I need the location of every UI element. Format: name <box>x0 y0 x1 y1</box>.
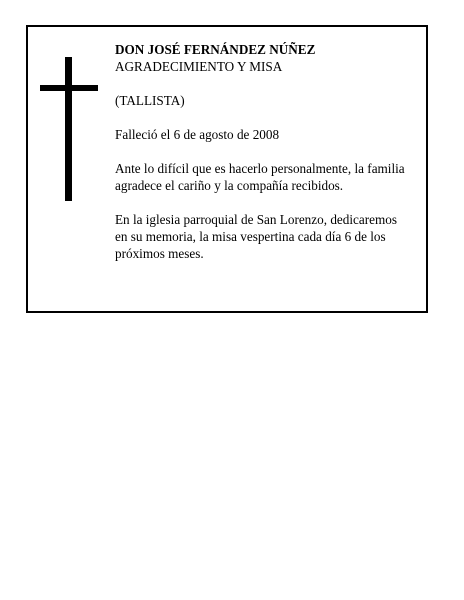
death-date: Falleció el 6 de agosto de 2008 <box>115 127 280 142</box>
mass-text-line: en su memoria, la misa vespertina cada día 6 de los <box>115 229 386 244</box>
cross-vertical-bar <box>65 57 72 201</box>
thanks-text-line: agradece el cariño y la compañía recibidos. <box>115 178 344 193</box>
notice-heading: AGRADECIMIENTO Y MISA <box>115 59 283 74</box>
obituary-notice <box>26 25 428 313</box>
cross-horizontal-bar <box>40 85 98 91</box>
mass-text-line: En la iglesia parroquial de San Lorenzo, dedicaremos <box>115 212 397 227</box>
deceased-name: DON JOSÉ FERNÁNDEZ NÚÑEZ <box>115 42 316 57</box>
cross-icon <box>40 57 98 201</box>
thanks-text-line: Ante lo difícil que es hacerlo personalmente, la familia <box>115 161 405 176</box>
profession: (TALLISTA) <box>115 93 185 108</box>
mass-text-line: próximos meses. <box>115 246 204 261</box>
notice-text <box>115 41 420 262</box>
